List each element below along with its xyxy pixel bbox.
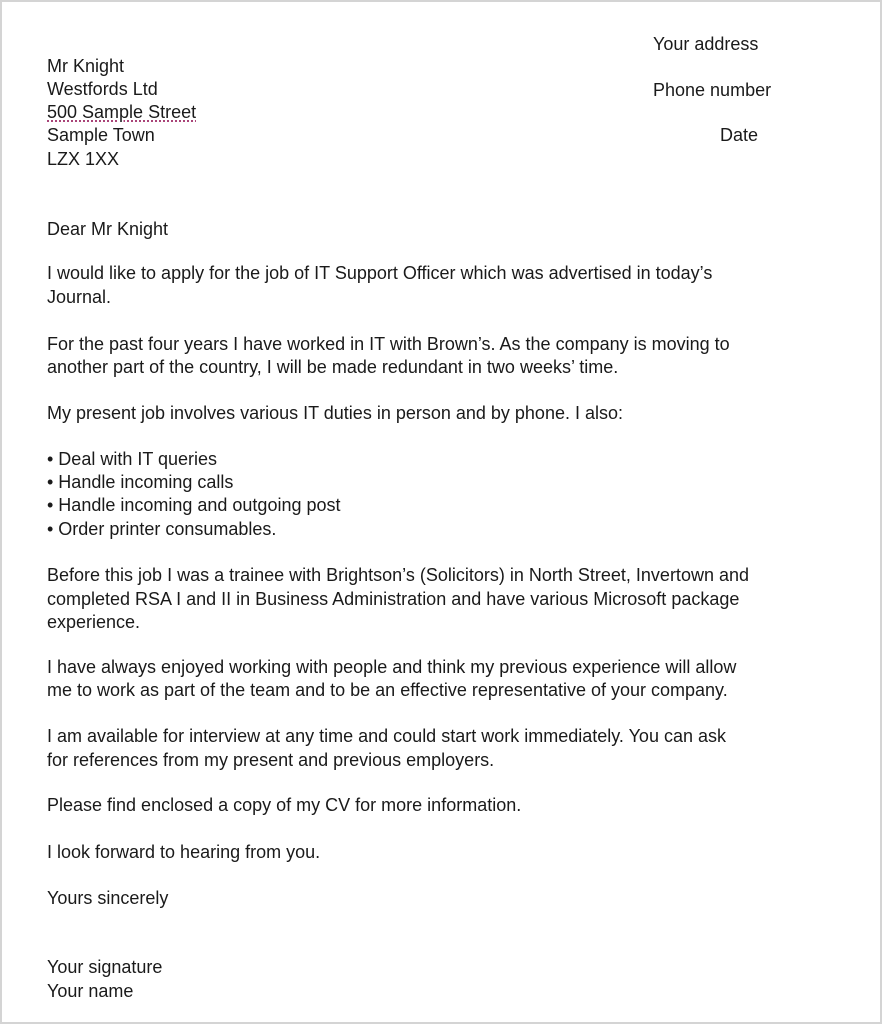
paragraph-line: Journal. [47,287,112,307]
sender-phone: Phone number [653,80,772,100]
paragraph-line: I have always enjoyed working with people and think my previous experience will allow [47,657,737,677]
recipient-company: Westfords Ltd [47,79,158,99]
bullet-item: • Deal with IT queries [47,449,218,469]
bullet-item: • Handle incoming calls [47,472,234,492]
paragraph-line: completed RSA I and II in Business Administration and have various Microsoft package [47,589,740,609]
paragraph-line: I look forward to hearing from you. [47,842,321,862]
paragraph-line: I would like to apply for the job of IT Support Officer which was advertised in today’s [47,263,713,283]
recipient-postcode: LZX 1XX [47,149,120,169]
paragraph-line: me to work as part of the team and to be an effective representative of your company. [47,680,728,700]
signature: Your signature [47,957,163,977]
paragraph-line: experience. [47,612,141,632]
salutation: Dear Mr Knight [47,219,169,239]
bullet-item: • Handle incoming and outgoing post [47,495,341,515]
recipient-street: 500 Sample Street [47,102,197,122]
paragraph-line: Please find enclosed a copy of my CV for more information. [47,795,522,815]
closing: Yours sincerely [47,888,169,908]
bullet-item: • Order printer consumables. [47,519,277,539]
paragraph-line: Before this job I was a trainee with Brightson’s (Solicitors) in North Street, Invertown and [47,565,749,585]
recipient-town: Sample Town [47,125,155,145]
paragraph-line: for references from my present and previous employers. [47,750,495,770]
paragraph-line: I am available for interview at any time and could start work immediately. You can ask [47,726,726,746]
sender-address: Your address [653,34,759,54]
paragraph-line: For the past four years I have worked in IT with Brown’s. As the company is moving to [47,334,730,354]
paragraph-line: My present job involves various IT duties in person and by phone. I also: [47,403,623,423]
sender-name: Your name [47,981,134,1001]
recipient-name: Mr Knight [47,56,125,76]
letter-date: Date [720,125,759,145]
paragraph-line: another part of the country, I will be made redundant in two weeks’ time. [47,357,619,377]
